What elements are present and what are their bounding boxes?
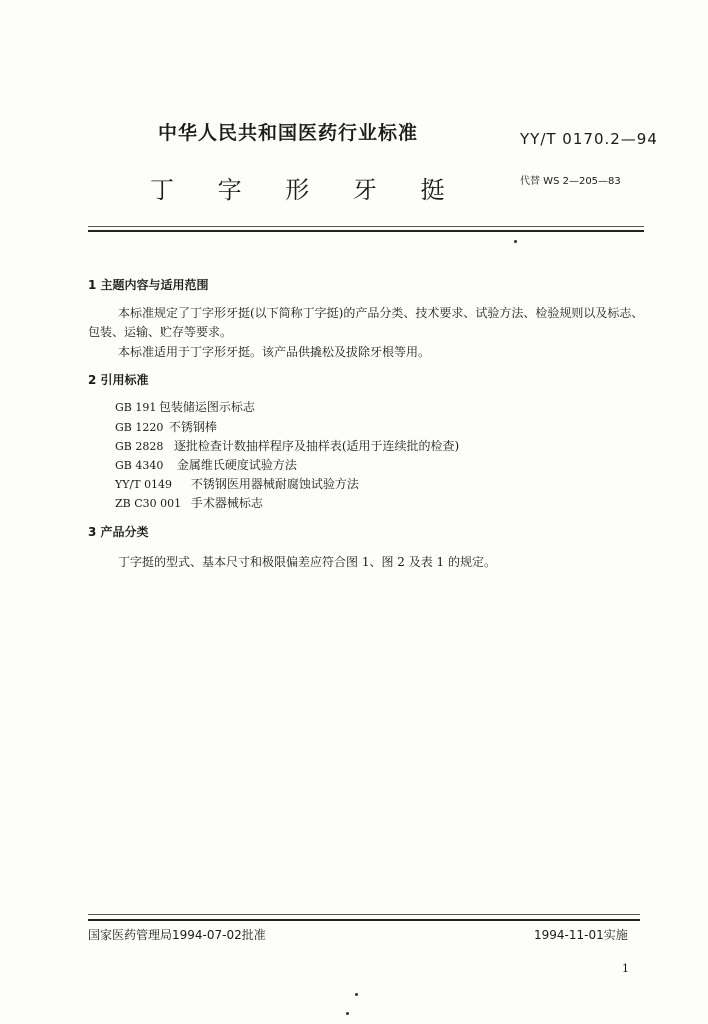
footer-rule-thick [88, 919, 640, 921]
reference-title: 包装储运图示标志 [158, 400, 255, 414]
scan-speck [346, 1012, 349, 1015]
page-number: 1 [622, 962, 629, 975]
document-title: 丁 字 形 牙 挺 [150, 176, 445, 204]
reference-code: ZB C30 001 [115, 497, 182, 510]
section-heading-1: 1 主题内容与适用范围 [88, 278, 209, 292]
header-rule-thick [88, 230, 644, 232]
reference-item [115, 398, 255, 415]
replaces-standard: 代替 WS 2—205—83 [520, 176, 621, 187]
paragraph: 丁字挺的型式、基本尺寸和极限偏差应符合图 1、图 2 及表 1 的规定。 [118, 555, 496, 569]
reference-code: YY/T 0149 [115, 478, 173, 491]
effective-date: 1994-11-01实施 [534, 928, 628, 942]
section-heading-2: 2 引用标准 [88, 373, 149, 387]
reference-item [115, 494, 263, 511]
scan-speck [514, 240, 517, 243]
section-heading-3: 3 产品分类 [88, 525, 149, 539]
reference-code: GB 2828 [115, 440, 164, 453]
footer-rule-thin [88, 914, 640, 915]
standard-organization-title: 中华人民共和国医药行业标准 [158, 122, 419, 144]
reference-title: 不锈钢医用器械耐腐蚀试验方法 [190, 477, 359, 491]
reference-code: GB 4340 [115, 459, 164, 472]
paragraph: 包装、运输、贮存等要求。 [88, 325, 233, 339]
reference-item [115, 418, 217, 435]
reference-item [115, 456, 297, 473]
standard-code: YY/T 0170.2—94 [520, 130, 658, 148]
reference-item [115, 475, 359, 492]
paragraph: 本标准适用于丁字形牙挺。该产品供撬松及拔除牙根等用。 [118, 345, 431, 359]
reference-item [115, 437, 459, 454]
approval-date: 国家医药管理局1994-07-02批准 [88, 928, 266, 942]
reference-code: GB 191 [115, 401, 157, 414]
reference-title: 手术器械标志 [190, 496, 263, 510]
paragraph: 本标准规定了丁字形牙挺(以下简称丁字挺)的产品分类、技术要求、试验方法、检验规则以及标志、 [118, 306, 644, 320]
reference-code: GB 1220 [115, 421, 164, 434]
reference-title: 不锈钢棒 [168, 420, 217, 434]
scan-speck [355, 993, 358, 996]
header-rule-thin [88, 226, 644, 227]
reference-title: 逐批检查计数抽样程序及抽样表(适用于连续批的检查) [173, 439, 460, 453]
reference-title: 金属维氏硬度试验方法 [176, 458, 297, 472]
